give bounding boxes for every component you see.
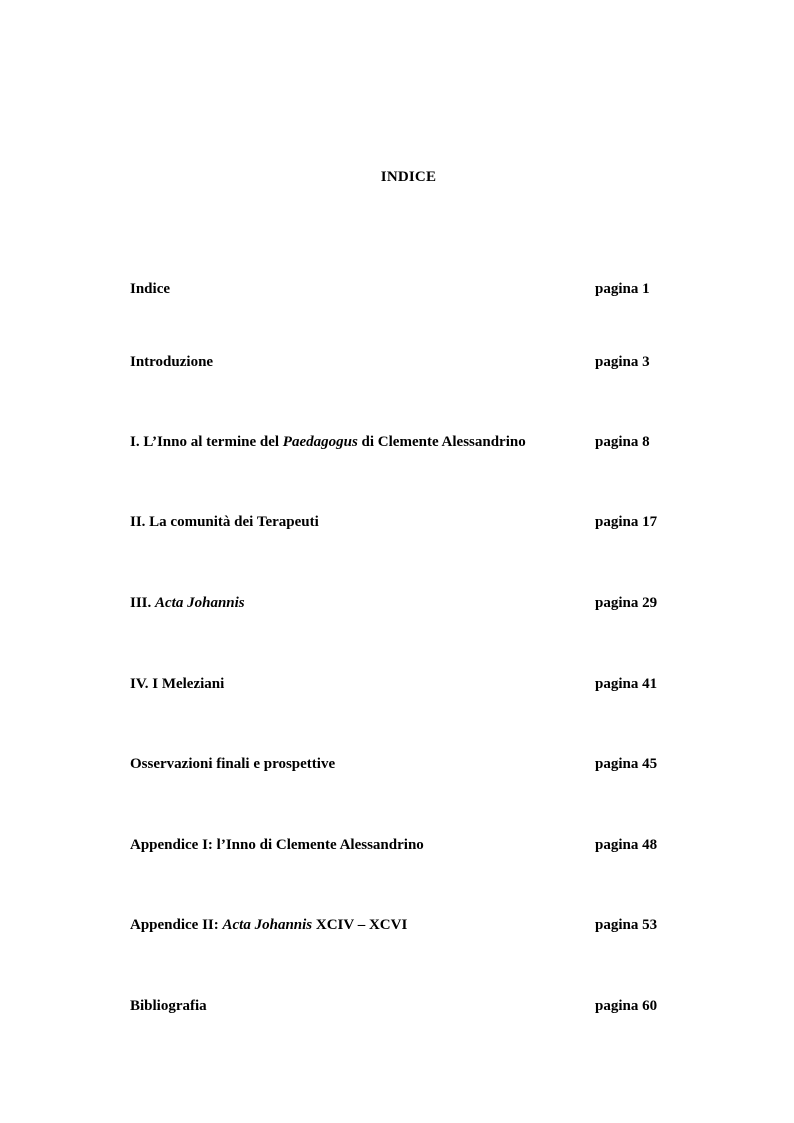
toc-entry-title: Osservazioni finali e prospettive xyxy=(130,756,336,772)
toc-entry-title xyxy=(130,432,526,452)
toc-entry-indice xyxy=(130,279,690,299)
toc-entry-page: pagina 3 xyxy=(595,354,650,370)
toc-entry-title-prefix: III. xyxy=(130,595,156,611)
toc-entry-page: pagina 1 xyxy=(595,281,650,297)
toc-entry-chapter-1 xyxy=(130,432,690,452)
toc-entry-appendice-2 xyxy=(130,915,690,935)
toc-entry-title: Appendice I: l’Inno di Clemente Alessandrino xyxy=(130,837,424,853)
toc-entry-title: II. La comunità dei Terapeuti xyxy=(130,514,319,530)
toc-entry-title-suffix: XCIV – XCVI xyxy=(312,917,408,933)
toc-entry-osservazioni xyxy=(130,754,690,774)
toc-entry-title-suffix: di Clemente Alessandrino xyxy=(357,434,526,450)
toc-entry-title: IV. I Meleziani xyxy=(130,676,225,692)
toc-entry-title: Bibliografia xyxy=(130,998,207,1014)
toc-entry-title-italic: Acta Johannis xyxy=(155,595,245,611)
toc-entry-chapter-3 xyxy=(130,593,690,613)
toc-entry-appendice-1 xyxy=(130,835,690,855)
toc-entry-page: pagina 60 xyxy=(595,998,658,1014)
toc-entry-title-italic: Paedagogus xyxy=(282,434,358,450)
toc-entry-chapter-4 xyxy=(130,674,690,694)
toc-entry-title xyxy=(130,915,407,935)
toc-entry-title-prefix: Appendice II: xyxy=(130,917,223,933)
toc-entry-title-prefix: I. L’Inno al termine del xyxy=(130,434,283,450)
page-title: INDICE xyxy=(380,169,437,185)
toc-entry-page: pagina 29 xyxy=(595,595,658,611)
toc-entry-page: pagina 8 xyxy=(595,434,650,450)
toc-entry-page: pagina 17 xyxy=(595,514,658,530)
toc-entry-title: Introduzione xyxy=(130,354,214,370)
toc-entry-page: pagina 41 xyxy=(595,676,658,692)
toc-entry-page: pagina 48 xyxy=(595,837,658,853)
toc-entry-introduzione xyxy=(130,352,690,372)
toc-entry-bibliografia xyxy=(130,996,690,1016)
toc-entry-page: pagina 45 xyxy=(595,756,658,772)
toc-entry-title: Indice xyxy=(130,281,171,297)
toc-entry-page: pagina 53 xyxy=(595,917,658,933)
toc-entry-chapter-2 xyxy=(130,512,690,532)
toc-entry-title-italic: Acta Johannis xyxy=(222,917,313,933)
toc-entry-title xyxy=(130,593,245,613)
